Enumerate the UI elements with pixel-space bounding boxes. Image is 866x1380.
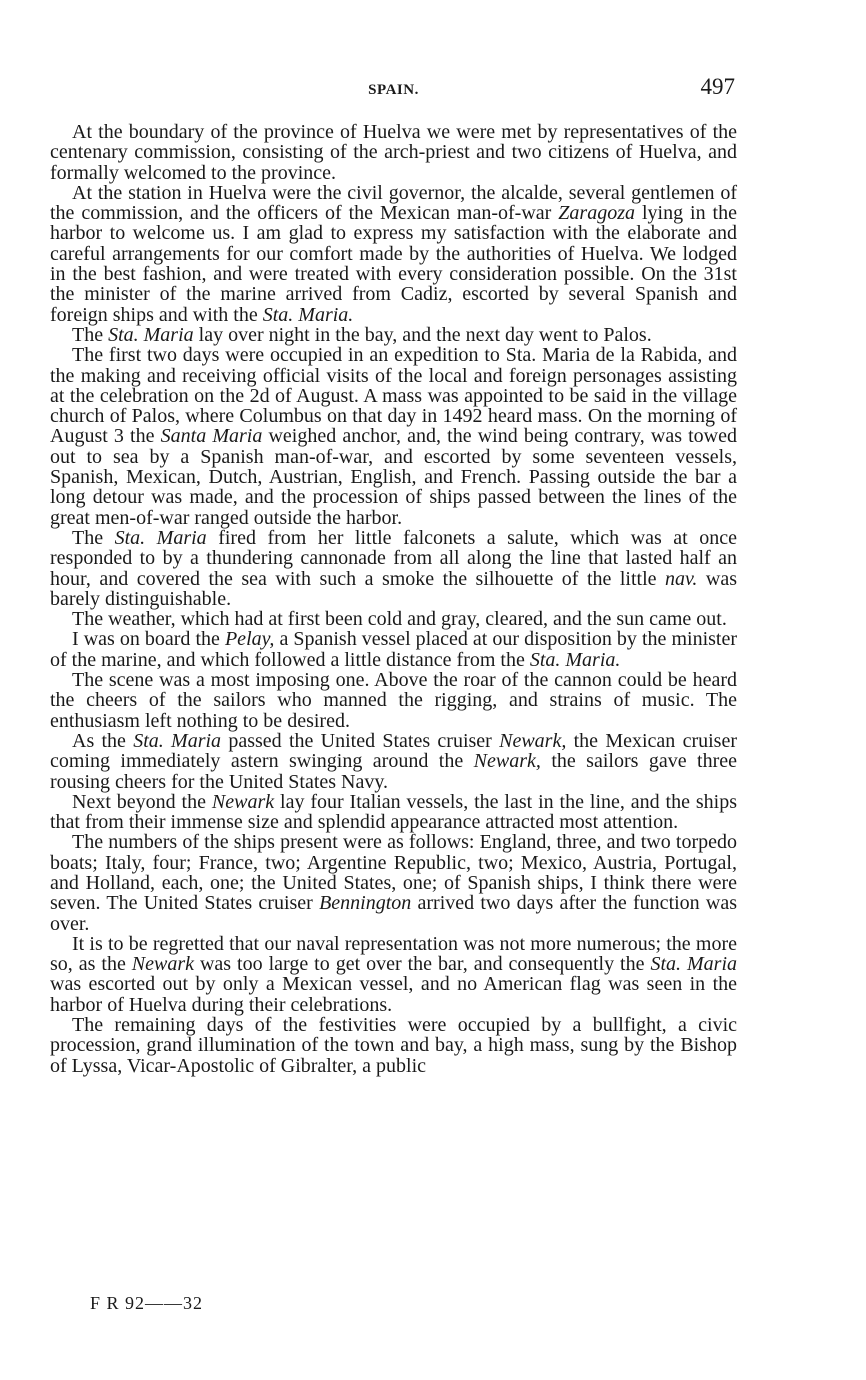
italic-text-run: nav. [665, 567, 698, 590]
text-run: Next beyond the [72, 790, 212, 813]
italic-text-run: Sta. Maria. [529, 648, 621, 671]
italic-text-run: Sta. Maria [133, 729, 222, 752]
text-run: a Spanish vessel placed at our disposition by the minister of the marine, and which followed a little distance from the [50, 628, 738, 671]
text-run: The weather, which had at first been cold and gray, cleared, and the sun came out. [72, 608, 727, 631]
text-run: The [72, 323, 109, 346]
text-run: the Mexican cruiser coming immediately astern swinging around the [50, 729, 737, 773]
italic-text-run: Newark [131, 953, 195, 976]
text-run: lying in the harbor to welcome us. I am glad to express my satisfaction with the elaborate and careful arrangements for our comfort made by the authorities of Huelva. We lodged in the best fashion, and were treated with every consideration possible. On the 31st the minister of the marine arrived from Cadiz, escorted by several Spanish and foreign ships and with the [50, 202, 737, 326]
italic-text-run: Newark, [473, 750, 541, 773]
italic-text-run: Newark [211, 790, 275, 813]
italic-text-run: Santa Maria [160, 425, 263, 448]
text-run: lay four Italian vessels, the last in the line, and the ships that from their immense size and splendid appearance attracted most attention. [50, 790, 738, 834]
printer-signature-mark: F R 92——32 [90, 1293, 204, 1313]
italic-text-run: Sta. Maria [114, 526, 207, 549]
text-run: was barely distinguishable. [50, 567, 737, 610]
text-run: The [72, 526, 115, 549]
text-run: As the [72, 729, 134, 752]
italic-text-run: Sta. Maria [108, 323, 194, 346]
text-run: lay over night in the bay, and the next day went to Palos. [193, 323, 652, 346]
paragraph [50, 731, 737, 792]
paragraph [50, 325, 737, 345]
text-run: The scene was a most imposing one. Above the roar of the cannon could be heard the cheers of the sailors who manned the rigging, and strains of music. The enthusiasm left nothing to be desired. [50, 669, 737, 732]
text-run: was escorted out by only a Mexican vessel, and no American flag was seen in the harbor of Huelva during their celebrations. [50, 973, 737, 1016]
text-run: The numbers of the ships present were as follows: England, three, and two torpedo boats; Italy, four; France, two; Argentine Republic, two; Mexico, Austria, Portugal, and Holland, each, one; the United States, one; of Spanish ships, I think there were seven. The United States cruiser [50, 831, 737, 915]
text-run: passed the United States cruiser [221, 729, 500, 752]
italic-text-run: Newark, [499, 729, 567, 752]
text-run: was too large to get over the bar, and consequently the [194, 953, 651, 976]
paragraph [50, 670, 737, 731]
italic-text-run: Sta. Maria [650, 953, 737, 976]
paragraph [50, 528, 737, 609]
paragraph [50, 1015, 737, 1076]
paragraph [50, 629, 737, 670]
text-run: weighed anchor, and, the wind being contrary, was towed out to sea by a Spanish man-of-war, and escorted by some seventeen vessels, Spanish, Mexican, Dutch, Austrian, English, and French. Passing outside the bar a long detour was made, and the procession of ships passed between the lines of the great men-of-war ranged outside the harbor. [50, 425, 738, 529]
running-head [50, 74, 737, 104]
paragraph [50, 934, 737, 1015]
text-run: It is to be regretted that our naval representation was not more numerous; the more so, as the [50, 932, 737, 976]
text-run: The first two days were occupied in an expedition to Sta. Maria de la Rabida, and the making and receiving official visits of the local and foreign personages assisting at the celebration on the 2d of August. A mass was appointed to be said in the village church of Palos, where Columbus on that day in 1492 heard mass. On the morning of August 3 the [50, 344, 737, 448]
text-run: fired from her little falconets a salute, which was at once responded to by a thundering cannonade from all along the line that lasted half an hour, and covered the sea with such a smoke the silhouette of the little [50, 526, 738, 590]
italic-text-run: Bennington [319, 892, 412, 915]
running-title: SPAIN. [368, 82, 419, 98]
text-run: I was on board the [72, 628, 225, 651]
paragraph [50, 122, 737, 183]
body-text [50, 122, 737, 1076]
paragraph [50, 792, 737, 833]
page-number: 497 [700, 74, 735, 99]
italic-text-run: Sta. Maria. [262, 303, 354, 326]
italic-text-run: Zaragoza [558, 202, 635, 225]
text-run: At the station in Huelva were the civil governor, the alcalde, several gentlemen of the commission, and the officers of the Mexican man-of-war [50, 181, 737, 225]
italic-text-run: Pelay, [224, 628, 275, 651]
paragraph [50, 183, 737, 325]
paragraph [50, 345, 737, 528]
paragraph [50, 609, 737, 629]
text-run: the sailors gave three rousing cheers for the United States Navy. [50, 750, 737, 793]
text-run: The remaining days of the festivities were occupied by a bullfight, a civic procession, grand illumination of the town and bay, a high mass, sung by the Bishop of Lyssa, Vicar-Apostolic of Gibralter, a public [50, 1014, 737, 1077]
text-run: At the boundary of the province of Huelva we were met by representatives of the centenary commission, consisting of the arch-priest and two citizens of Huelva, and formally welcomed to the province. [50, 121, 737, 184]
text-run: arrived two days after the function was over. [50, 892, 738, 935]
paragraph [50, 832, 737, 933]
